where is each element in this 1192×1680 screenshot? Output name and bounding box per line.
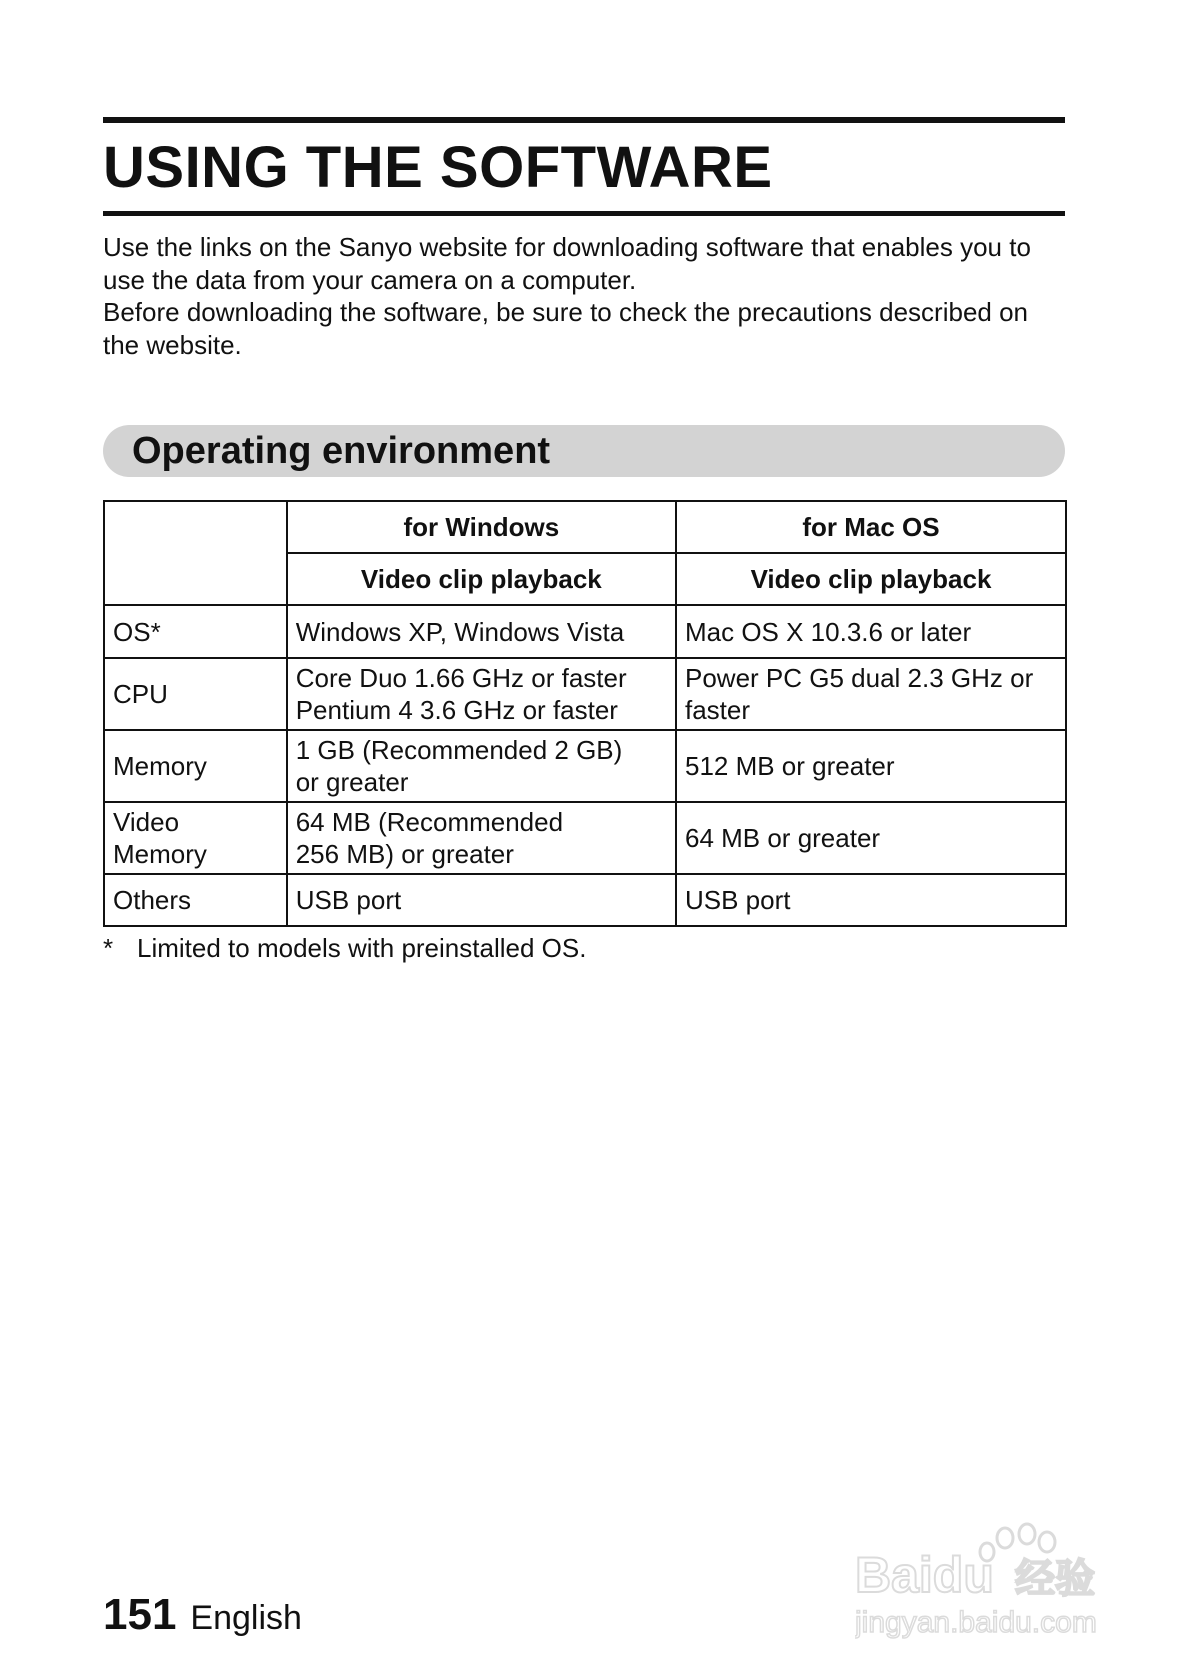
operating-environment-table bbox=[103, 500, 1067, 927]
page-footer bbox=[103, 1590, 302, 1640]
row-label-video-memory bbox=[104, 802, 287, 874]
cpu-mac-line-1: Power PC G5 dual 2.3 GHz or bbox=[684, 663, 1034, 693]
video-memory-label-line-1: Video bbox=[113, 807, 180, 837]
page-title: USING THE SOFTWARE bbox=[103, 135, 773, 200]
cpu-windows bbox=[287, 658, 676, 730]
intro-paragraph-2: Before downloading the software, be sure to check the precautions described on the website. bbox=[103, 297, 1029, 360]
watermark-brand: Baidu bbox=[855, 1547, 994, 1603]
header-mac: for Mac OS bbox=[676, 501, 1066, 553]
memory-windows bbox=[287, 730, 676, 802]
table-row bbox=[104, 730, 1066, 802]
header-mac-sub: Video clip playback bbox=[676, 553, 1066, 605]
os-windows: Windows XP, Windows Vista bbox=[287, 605, 676, 658]
intro-paragraph-1: Use the links on the Sanyo website for downloading software that enables you to use the data from your camera on a computer. bbox=[103, 232, 1031, 295]
row-label-os: OS* bbox=[104, 605, 287, 658]
cpu-windows-line-2: Pentium 4 3.6 GHz or faster bbox=[295, 695, 618, 725]
row-label-memory: Memory bbox=[104, 730, 287, 802]
video-memory-windows-line-1: 64 MB (Recommended bbox=[295, 807, 564, 837]
page-number: 151 bbox=[103, 1590, 177, 1639]
os-mac: Mac OS X 10.3.6 or later bbox=[676, 605, 1066, 658]
cpu-mac bbox=[676, 658, 1066, 730]
video-memory-label-line-2: Memory bbox=[113, 839, 207, 869]
table-row bbox=[104, 874, 1066, 926]
table-row bbox=[104, 658, 1066, 730]
section-title: Operating environment bbox=[132, 429, 551, 472]
footnote-text: Limited to models with preinstalled OS. bbox=[137, 933, 587, 963]
cpu-windows-line-1: Core Duo 1.66 GHz or faster bbox=[295, 663, 627, 693]
intro-text bbox=[103, 231, 1065, 361]
watermark-url: jingyan.baidu.com bbox=[855, 1606, 1097, 1639]
footer-language: English bbox=[190, 1599, 302, 1637]
page-content bbox=[103, 117, 1065, 964]
table-row bbox=[104, 802, 1066, 874]
cpu-mac-line-2: faster bbox=[684, 695, 751, 725]
video-memory-windows bbox=[287, 802, 676, 874]
others-mac: USB port bbox=[676, 874, 1066, 926]
video-memory-windows-line-2: 256 MB) or greater bbox=[295, 839, 514, 869]
footnote-mark: * bbox=[103, 933, 114, 963]
memory-windows-line-1: 1 GB (Recommended 2 GB) bbox=[295, 735, 623, 765]
title-bottom-rule bbox=[103, 211, 1065, 216]
title-top-rule bbox=[103, 117, 1065, 123]
others-windows: USB port bbox=[287, 874, 676, 926]
memory-mac: 512 MB or greater bbox=[676, 730, 1066, 802]
header-windows: for Windows bbox=[287, 501, 676, 553]
row-label-cpu: CPU bbox=[104, 658, 287, 730]
watermark-cn: 经验 bbox=[1015, 1556, 1095, 1602]
footnote bbox=[103, 933, 1065, 964]
section-header-bar bbox=[103, 425, 1065, 477]
table-corner-cell bbox=[104, 501, 287, 605]
row-label-others: Others bbox=[104, 874, 287, 926]
header-windows-sub: Video clip playback bbox=[287, 553, 676, 605]
baidu-watermark bbox=[855, 1520, 1135, 1650]
table-row bbox=[104, 605, 1066, 658]
video-memory-mac: 64 MB or greater bbox=[676, 802, 1066, 874]
memory-windows-line-2: or greater bbox=[295, 767, 409, 797]
